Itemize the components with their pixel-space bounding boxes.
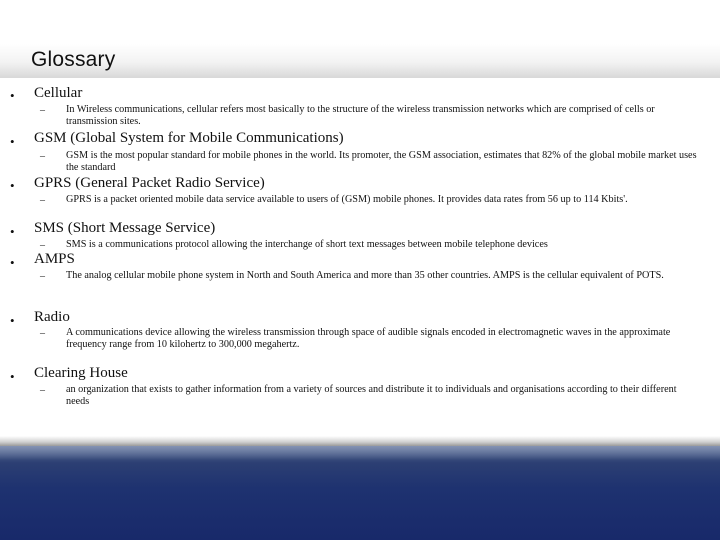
dash-marker: – (40, 195, 45, 206)
footer-band (0, 446, 720, 540)
glossary-term: GPRS (General Packet Radio Service) (34, 175, 265, 191)
glossary-term: AMPS (34, 251, 75, 267)
glossary-definition: GSM is the most popular standard for mobile phones in the world. Its promoter, the GSM association, estimates that 82% of the global mobile market uses the standard (66, 150, 697, 173)
bullet-marker: • (10, 369, 15, 384)
dash-marker: – (40, 105, 45, 116)
bullet-marker: • (10, 224, 15, 239)
glossary-definition: In Wireless communications, cellular refers most basically to the structure of the wireless transmission networks which are comprised of cells or transmission sites. (66, 104, 655, 127)
glossary-term: SMS (Short Message Service) (34, 220, 216, 236)
slide-title: Glossary (31, 48, 116, 71)
glossary-definition: SMS is a communications protocol allowing the interchange of short text messages between mobile telephone devices (66, 239, 548, 250)
dash-marker: – (40, 271, 45, 282)
dash-marker: – (40, 151, 45, 162)
dash-marker: – (40, 385, 45, 396)
glossary-term: Clearing House (34, 365, 128, 381)
bullet-marker: • (10, 313, 15, 328)
glossary-term: Cellular (34, 85, 83, 101)
bullet-marker: • (10, 88, 15, 103)
glossary-definition: GPRS is a packet oriented mobile data service available to users of (GSM) mobile phones. It provides data rates from 56 up to 114 Kbits'. (66, 194, 628, 205)
footer-divider (0, 436, 720, 446)
glossary-definition: The analog cellular mobile phone system in North and South America and more than 35 other countries. AMPS is the cellular equivalent of POTS. (66, 270, 664, 281)
bullet-marker: • (10, 178, 15, 193)
glossary-definition: A communications device allowing the wireless transmission through space of audible signals encoded in electromagnetic waves in the approximate frequency range from 10 kilohertz to 300,000 megahertz. (66, 327, 671, 350)
bullet-marker: • (10, 134, 15, 149)
glossary-term: GSM (Global System for Mobile Communications) (34, 130, 344, 146)
dash-marker: – (40, 328, 45, 339)
glossary-term: Radio (34, 309, 70, 325)
glossary-definition: an organization that exists to gather information from a variety of sources and distribute it to individuals and organisations according to their different needs (66, 384, 677, 407)
bullet-marker: • (10, 255, 15, 270)
footer-sheen (0, 446, 720, 460)
dash-marker: – (40, 240, 45, 251)
